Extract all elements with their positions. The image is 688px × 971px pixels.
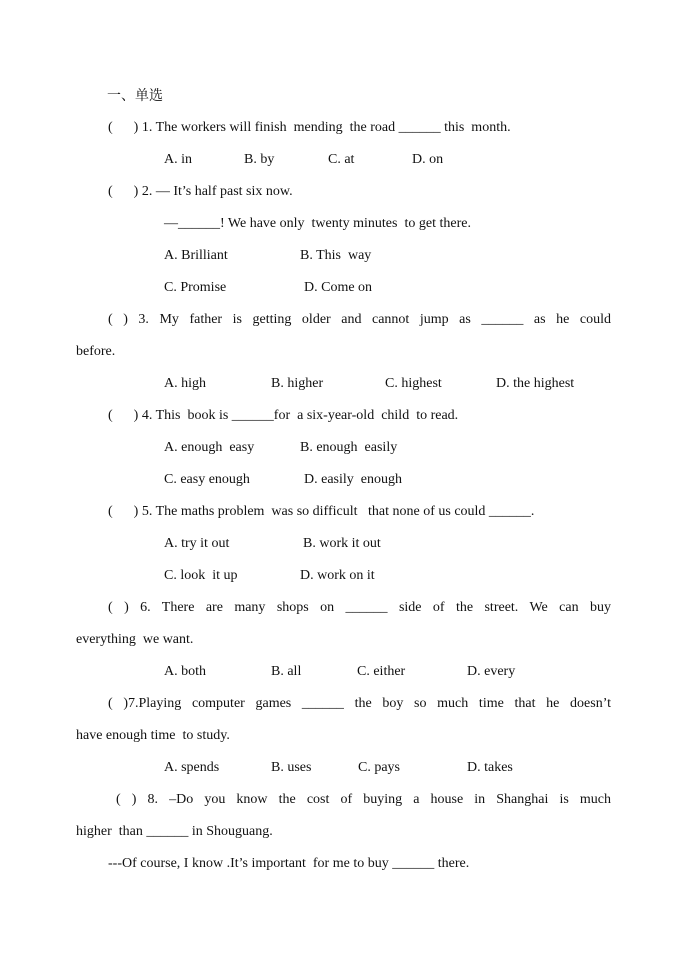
- q3-option-b: B. higher: [271, 376, 324, 391]
- question-6: ( ) 6. There are many shops on ______ side of the street. We can buy: [108, 600, 611, 615]
- q7-option-c: C. pays: [358, 760, 400, 775]
- q4-option-c: C. easy enough: [164, 472, 250, 487]
- q5-option-a: A. try it out: [164, 536, 230, 551]
- q4-option-b: B. enough easily: [300, 440, 398, 455]
- question-6-line-2: everything we want.: [76, 632, 194, 647]
- q6-option-a: A. both: [164, 664, 206, 679]
- q7-option-b: B. uses: [271, 760, 312, 775]
- question-3-line-2: before.: [76, 344, 116, 359]
- q1-option-d: D. on: [412, 152, 444, 167]
- question-1: ( ) 1. The workers will finish mending the road ______ this month.: [108, 120, 511, 135]
- question-8: ( ) 8. –Do you know the cost of buying a house in Shanghai is much: [116, 792, 611, 807]
- q5-option-b: B. work it out: [303, 536, 381, 551]
- question-4: ( ) 4. This book is ______for a six-year-old child to read.: [108, 408, 459, 423]
- q6-option-b: B. all: [271, 664, 302, 679]
- q1-option-c: C. at: [328, 152, 355, 167]
- question-7: ( )7.Playing computer games ______ the boy so much time that he doesn’t: [108, 696, 611, 711]
- q4-option-a: A. enough easy: [164, 440, 255, 455]
- q2-option-d: D. Come on: [304, 280, 373, 295]
- q2-option-c: C. Promise: [164, 280, 227, 295]
- q2-option-a: A. Brilliant: [164, 248, 228, 263]
- section-title: 一、单选: [107, 88, 163, 104]
- q1-option-a: A. in: [164, 152, 192, 167]
- question-2: ( ) 2. — It’s half past six now.: [108, 184, 293, 199]
- q1-option-b: B. by: [244, 152, 275, 167]
- question-2-line-2: —______! We have only twenty minutes to get there.: [164, 216, 471, 231]
- q2-option-b: B. This way: [300, 248, 372, 263]
- question-7-line-2: have enough time to study.: [76, 728, 230, 743]
- q4-option-d: D. easily enough: [304, 472, 402, 487]
- question-8-line-2: higher than ______ in Shouguang.: [76, 824, 273, 839]
- q3-option-d: D. the highest: [496, 376, 575, 391]
- q7-option-a: A. spends: [164, 760, 220, 775]
- question-3: ( ) 3. My father is getting older and cannot jump as ______ as he could: [108, 312, 611, 327]
- q3-option-a: A. high: [164, 376, 206, 391]
- q6-option-d: D. every: [467, 664, 516, 679]
- q5-option-c: C. look it up: [164, 568, 238, 583]
- question-8-line-3: ---Of course, I know .It’s important for me to buy ______ there.: [108, 856, 470, 871]
- question-5: ( ) 5. The maths problem was so difficult that none of us could ______.: [108, 504, 535, 519]
- q3-option-c: C. highest: [385, 376, 442, 391]
- q6-option-c: C. either: [357, 664, 406, 679]
- q5-option-d: D. work on it: [300, 568, 375, 583]
- q7-option-d: D. takes: [467, 760, 513, 775]
